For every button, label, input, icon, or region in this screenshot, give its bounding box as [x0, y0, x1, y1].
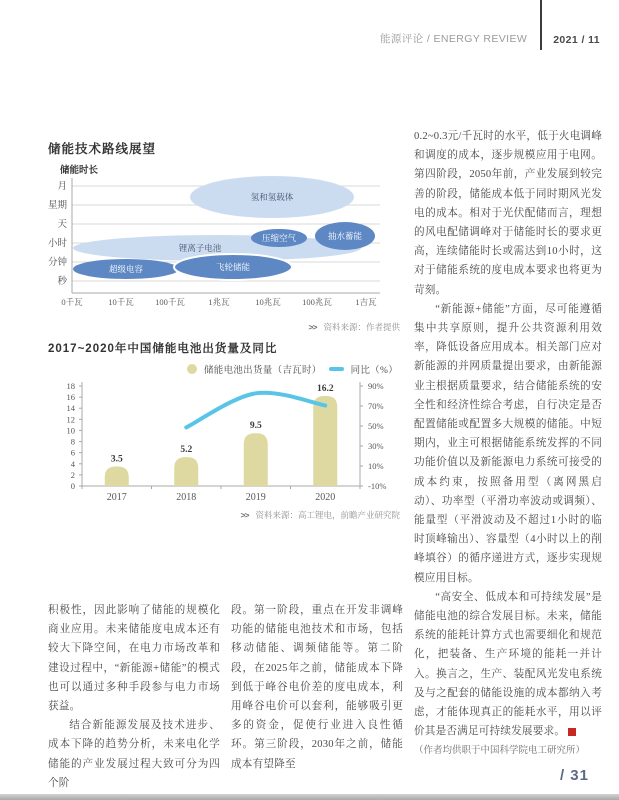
- article-column-right: [414, 127, 602, 761]
- bar-2017: [105, 467, 129, 486]
- roadmap-xtick: 1吉瓦: [355, 297, 377, 307]
- bar-2020: [313, 396, 337, 486]
- roadmap-xtick: 100千瓦: [155, 297, 185, 307]
- article-column-left: [48, 601, 220, 793]
- bar-value-label: 3.5: [110, 454, 123, 465]
- article-column-middle: [231, 601, 403, 774]
- bar-2018: [174, 457, 198, 486]
- left-axis-tick: 6: [70, 447, 75, 458]
- roadmap-xtick: 10千瓦: [108, 297, 134, 307]
- page-header: [380, 0, 600, 50]
- roadmap-ytick: 分钟: [48, 258, 67, 268]
- header-divider: [540, 0, 542, 50]
- author-note: （作者均供职于中国科学院电工研究所）: [414, 745, 586, 756]
- source-arrows-icon: >>: [240, 510, 249, 520]
- left-axis-tick: 2: [70, 469, 75, 480]
- roadmap-xtick: 0千瓦: [61, 297, 83, 307]
- roadmap-y-axis-label: 储能时长: [60, 165, 99, 176]
- bar-series-legend-label: 储能电池出货量（吉瓦时）: [203, 366, 322, 376]
- roadmap-ytick: 星期: [48, 201, 67, 211]
- article-end-mark-icon: E: [568, 728, 576, 736]
- roadmap-bubble-chart: [48, 176, 388, 318]
- left-axis-tick: 4: [70, 458, 75, 469]
- paragraph: 积极性，因此影响了储能的规模化商业应用。未来储能度电成本还有较大下降空间，在电力市场改革和建设过程中，“新能源+储能”的模式也可以通过多种手段参与电力市场获益。: [48, 605, 220, 713]
- roadmap-xtick: 1兆瓦: [208, 297, 230, 307]
- left-axis-tick: 8: [70, 436, 75, 447]
- technology-bubble-label: 抽水蓄能: [327, 231, 363, 241]
- technology-bubble-label: 飞轮储能: [215, 262, 251, 272]
- shipment-chart-title: 2017~2020年中国储能电池出货量及同比: [48, 343, 278, 355]
- category-label: 2020: [315, 492, 336, 503]
- source-arrows-icon: >>: [308, 322, 317, 332]
- bar-value-label: 16.2: [316, 384, 334, 394]
- paragraph: 段。第一阶段，重点在开发非调峰功能的储能电池技术和市场，包括移动储能、调频储能等。第二阶段，在2025年之前，储能成本下降到低于峰谷电价差的度电成本，利用峰谷电价可以套利，能够吸引更多的资金，促使行业进入良性循环。第三阶段，2030年之前，储能成本有望降至: [231, 605, 403, 770]
- right-axis-tick: 70%: [368, 401, 384, 411]
- paragraph-text: “高安全、低成本和可持续发展”是储能电池的综合发展目标。未来，储能系统的能耗计算方式也需要细化和规范化，把装备、生产环境的能耗一并计入。换言之，生产、装配风光发电系统及与之配套的储能设施的成本都纳入考虑，才能体现真正的能耗水平，用以评价其是否满足可持续发展要求。: [414, 591, 602, 738]
- left-axis-tick: 16: [66, 392, 75, 403]
- shipment-chart-section: [48, 340, 400, 521]
- roadmap-chart-title: 储能技术路线展望: [48, 142, 157, 156]
- category-label: 2019: [245, 492, 266, 503]
- paragraph: “新能源+储能”方面，尽可能遵循集中共享原则，提升公共资源利用效率，降低设备应用成本。相关部门应对新能源的并网质量提出要求，由新能源业主根据质量要求，结合储能系统的安全性和经济性综合考虑，自行决定是否配置储能或配置多大规模的储能。中短期内，业主可根据储能系统发挥的不同功能价值以及新能源电力系统可接受的成本约束，按照备用型（离网黑启动）、功率型（平滑功率波动或调频）、能量型（平滑波动及不超过1小时的临时顶峰输出）、容量型（4小时以上的削峰填谷）的循序递进方式，逐步实现规模应用目标。: [414, 303, 602, 584]
- roadmap-ytick: 小时: [48, 239, 67, 249]
- right-axis-tick: 10%: [368, 461, 384, 471]
- left-axis-tick: 14: [66, 403, 75, 414]
- technology-bubble-label: 超级电容: [108, 264, 144, 274]
- line-series-legend-icon: [329, 367, 344, 371]
- bar-value-label: 9.5: [249, 421, 262, 432]
- bar-series-legend-icon: [187, 364, 197, 374]
- left-axis-tick: 18: [66, 381, 75, 391]
- line-series-legend-label: 同比（%）: [350, 366, 398, 376]
- roadmap-ytick: 天: [57, 220, 67, 230]
- left-axis-tick: 10: [66, 425, 75, 436]
- technology-bubble-label: 氢和氢载体: [250, 192, 294, 202]
- right-axis-tick: -10%: [368, 481, 387, 491]
- page-bottom-edge: [0, 794, 619, 800]
- roadmap-ytick: 月: [57, 182, 67, 192]
- paragraph: 结合新能源发展及技术进步、成本下降的趋势分析，未来电化学储能的产业发展过程大致可分为四个阶: [48, 720, 220, 789]
- bar-2019: [244, 433, 268, 486]
- shipment-source: [48, 509, 400, 521]
- roadmap-source-text: 资料来源：作者提供: [323, 322, 400, 332]
- issue-number: 2021 / 11: [553, 34, 600, 46]
- roadmap-xtick: 100兆瓦: [302, 297, 332, 307]
- shipment-combo-chart: [48, 380, 400, 506]
- technology-bubble-label: 锂离子电池: [178, 243, 222, 253]
- left-axis-tick: 0: [70, 481, 75, 491]
- paragraph: 0.2~0.3元/千瓦时的水平，低于火电调峰和调度的成本，逐步规模应用于电网。第四阶段，2050年前，产业发展到较完善的阶段，储能成本低于同时期风光发电的成本。相对于光伏配储而言，理想的风电配储调峰对于储能时长的要求更高，连续储能时长或需达到10小时，这对于储能系统的度电成本要求也将更为苛刻。: [414, 131, 602, 296]
- roadmap-chart-section: [48, 139, 400, 333]
- journal-name: 能源评论 / ENERGY REVIEW: [379, 33, 528, 45]
- roadmap-source: [48, 321, 400, 333]
- roadmap-ytick: 秒: [57, 277, 67, 287]
- bar-value-label: 5.2: [180, 445, 193, 456]
- category-label: 2018: [176, 492, 197, 503]
- shipment-chart-legend: [48, 362, 398, 376]
- roadmap-xtick: 10兆瓦: [255, 297, 281, 307]
- page-number: / 31: [559, 767, 589, 784]
- technology-bubble-label: 压缩空气: [261, 233, 297, 243]
- right-axis-tick: 90%: [368, 381, 384, 391]
- left-axis-tick: 12: [66, 414, 75, 425]
- category-label: 2017: [106, 492, 127, 503]
- right-axis-tick: 30%: [368, 441, 384, 451]
- shipment-source-text: 资料来源：高工锂电，前瞻产业研究院: [255, 510, 400, 520]
- right-axis-tick: 50%: [368, 421, 384, 431]
- paragraph: [414, 588, 602, 742]
